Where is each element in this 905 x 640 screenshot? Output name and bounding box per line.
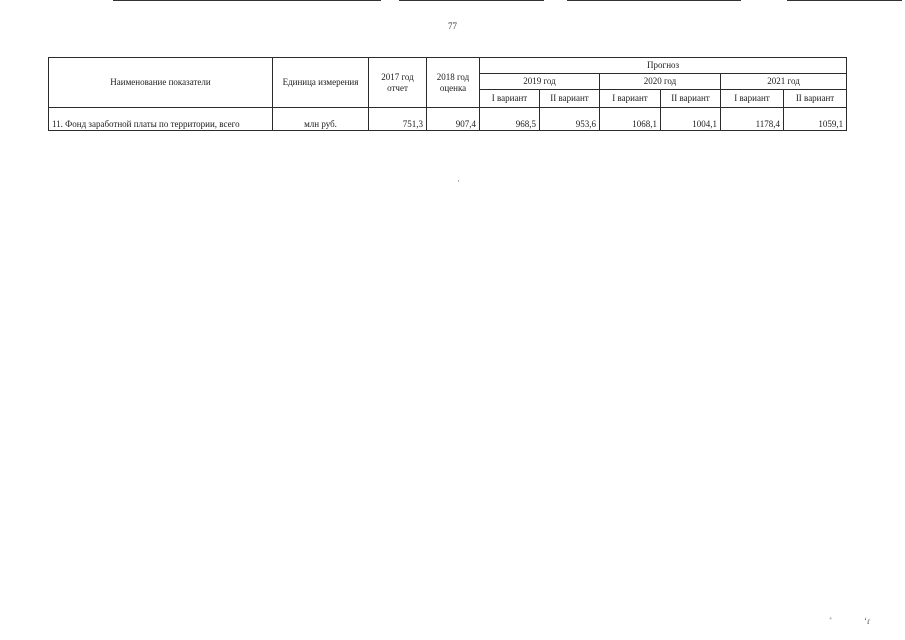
header-forecast: Прогноз <box>480 58 847 74</box>
value-2019-variant-1: 968,5 <box>480 108 540 131</box>
header-variant-1: I вариант <box>600 90 661 108</box>
header-2018-estimate: 2018 год оценка <box>427 58 480 108</box>
top-rule <box>113 0 381 1</box>
scan-speck: · <box>457 176 460 186</box>
value-2021-variant-1: 1178,4 <box>721 108 784 131</box>
forecast-table <box>48 57 847 131</box>
scan-speck: ﾞ <box>829 617 834 627</box>
header-year-2021: 2021 год <box>721 74 847 90</box>
value-2020-variant-1: 1068,1 <box>600 108 661 131</box>
top-rule <box>787 0 902 1</box>
header-unit: Единица измерения <box>273 58 369 108</box>
value-2019-variant-2: 953,6 <box>540 108 600 131</box>
header-variant-2: II вариант <box>540 90 600 108</box>
header-year-2019: 2019 год <box>480 74 600 90</box>
header-variant-1: I вариант <box>480 90 540 108</box>
value-2018: 907,4 <box>427 108 480 131</box>
value-2020-variant-2: 1004,1 <box>661 108 721 131</box>
header-variant-2: II вариант <box>661 90 721 108</box>
header-variant-2: II вариант <box>784 90 847 108</box>
scan-speck: ʻɾ <box>864 616 870 626</box>
table-row <box>49 108 847 131</box>
top-rule <box>399 0 544 1</box>
page-number: 77 <box>448 21 457 31</box>
header-indicator-name: Наименование показатели <box>49 58 273 108</box>
header-variant-1: I вариант <box>721 90 784 108</box>
header-2017-report: 2017 год отчет <box>369 58 427 108</box>
value-2017: 751,3 <box>369 108 427 131</box>
value-2021-variant-2: 1059,1 <box>784 108 847 131</box>
indicator-name: 11. Фонд заработной платы по территории, всего <box>49 108 273 131</box>
header-year-2020: 2020 год <box>600 74 721 90</box>
top-rule <box>567 0 741 1</box>
unit-value: млн руб. <box>273 108 369 131</box>
